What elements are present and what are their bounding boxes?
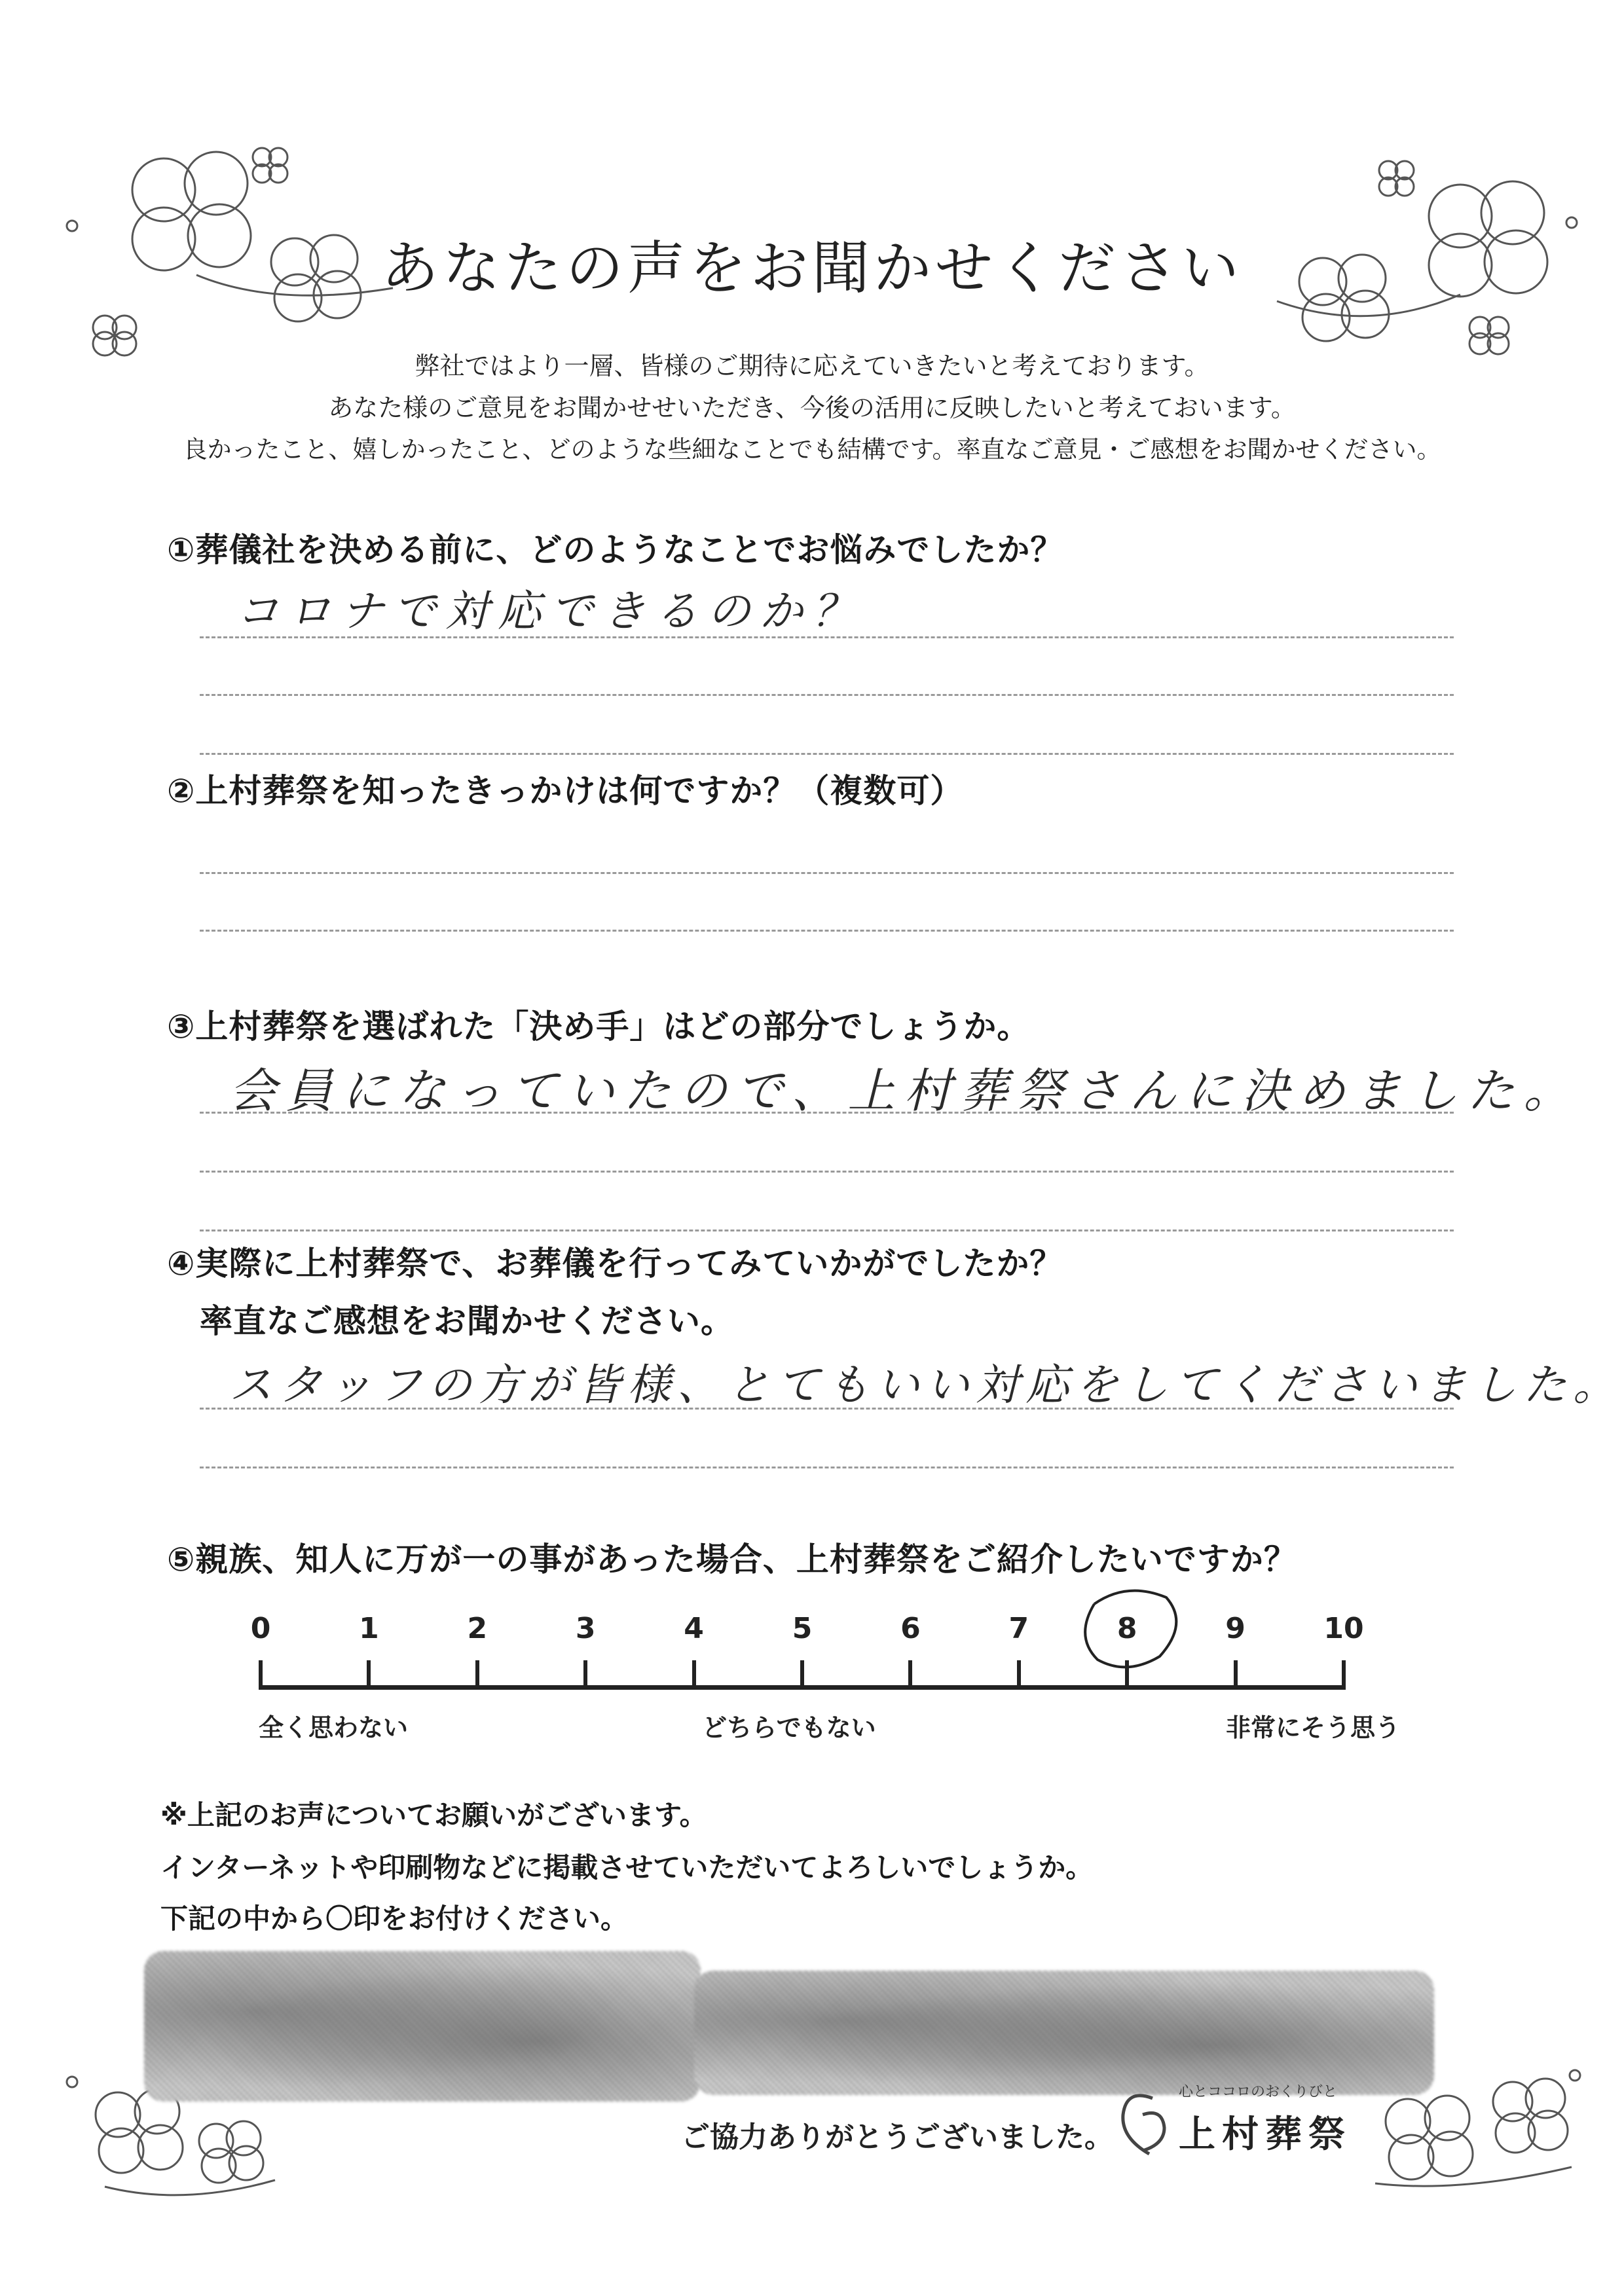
scale-tick-6 <box>908 1660 912 1686</box>
intro-line-2: あなた様のご意見をお聞かせせいただき、今後の活用に反映したいと考えておいます。 <box>328 393 1296 422</box>
redacted-consent-option-2 <box>694 1971 1434 2095</box>
notice-line-1: ※上記のお声についてお願いがございます。 <box>160 1799 707 1831</box>
answer-line <box>200 1467 1454 1468</box>
scale-tick-10 <box>1342 1660 1346 1686</box>
scale-number-2[interactable]: 2 <box>467 1612 488 1645</box>
question-3-label: ③上村葬祭を選ばれた「決め手」はどの部分でしょうか。 <box>167 1008 1031 1046</box>
scale-number-9[interactable]: 9 <box>1225 1612 1246 1645</box>
scale-number-3[interactable]: 3 <box>575 1612 596 1645</box>
notice-line-3: 下記の中から〇印をお付けください。 <box>160 1903 629 1935</box>
question-1-label: ①葬儀社を決める前に、どのようなことでお悩みでしたか？ <box>167 531 1064 569</box>
selected-rating-circle <box>1068 1584 1186 1683</box>
scale-label-left: 全く思わない <box>259 1713 409 1742</box>
scale-tick-2 <box>475 1660 479 1686</box>
heart-logo-icon <box>1113 2088 1172 2160</box>
page-title: あなたの声をお聞かせください <box>380 234 1243 302</box>
thank-you-message: ご協力ありがとうございました。 <box>681 2121 1113 2154</box>
scale-tick-3 <box>583 1660 587 1686</box>
scale-tick-0 <box>259 1660 263 1686</box>
question-3-answer[interactable]: 会員になっていたので、上村葬祭さんに決めました。 <box>229 1063 1580 1118</box>
answer-line <box>200 636 1454 638</box>
answer-line <box>200 1171 1454 1173</box>
question-2-label: ②上村葬祭を知ったきっかけは何ですか？（複数可） <box>167 772 964 810</box>
scale-label-right: 非常にそう思う <box>1226 1713 1401 1742</box>
scale-number-8[interactable]: 8 <box>1116 1612 1137 1645</box>
intro-line-3: 良かったこと、嬉しかったこと、どのような些細なことでも結構です。率直なご意見・ご感想をお聞かせください。 <box>183 435 1441 464</box>
logo-name: 上村葬祭 <box>1179 2113 1352 2156</box>
scale-number-6[interactable]: 6 <box>900 1612 921 1645</box>
scale-number-4[interactable]: 4 <box>684 1612 704 1645</box>
answer-line <box>200 872 1454 874</box>
notice-line-2: インターネットや印刷物などに掲載させていただいてよろしいでしょうか。 <box>160 1851 1094 1884</box>
scale-number-7[interactable]: 7 <box>1008 1612 1029 1645</box>
redacted-consent-option-1 <box>144 1951 701 2102</box>
question-5-label: ⑤親族、知人に万が一の事があった場合、上村葬祭をご紹介したいですか？ <box>167 1540 1297 1578</box>
answer-line <box>200 753 1454 755</box>
scale-tick-9 <box>1234 1660 1238 1686</box>
answer-line <box>200 930 1454 932</box>
logo-tagline: 心とココロのおくりびと <box>1179 2084 1338 2100</box>
answer-line <box>200 1230 1454 1231</box>
answer-line <box>200 1408 1454 1410</box>
scale-tick-1 <box>367 1660 371 1686</box>
scale-tick-5 <box>800 1660 804 1686</box>
question-1-answer[interactable]: コロナで対応できるのか？ <box>236 586 864 636</box>
answer-line <box>200 1112 1454 1114</box>
scale-number-0[interactable]: 0 <box>250 1612 271 1645</box>
scale-tick-7 <box>1017 1660 1021 1686</box>
scale-tick-4 <box>692 1660 696 1686</box>
question-4-label: ④実際に上村葬祭で、お葬儀を行ってみていかがでしたか？ <box>167 1245 1063 1283</box>
intro-line-1: 弊社ではより一層、皆様のご期待に応えていきたいと考えております。 <box>415 352 1209 380</box>
scale-number-10[interactable]: 10 <box>1323 1612 1364 1645</box>
scale-label-middle: どちらでもない <box>702 1713 876 1742</box>
question-4-answer[interactable]: スタッフの方が皆様、とてもいい対応をしてくださいました。 <box>229 1360 1623 1410</box>
scale-number-1[interactable]: 1 <box>359 1612 379 1645</box>
question-4-label-2: 率直なご感想をお聞かせください。 <box>200 1302 734 1340</box>
answer-line <box>200 694 1454 696</box>
scale-number-5[interactable]: 5 <box>792 1612 813 1645</box>
